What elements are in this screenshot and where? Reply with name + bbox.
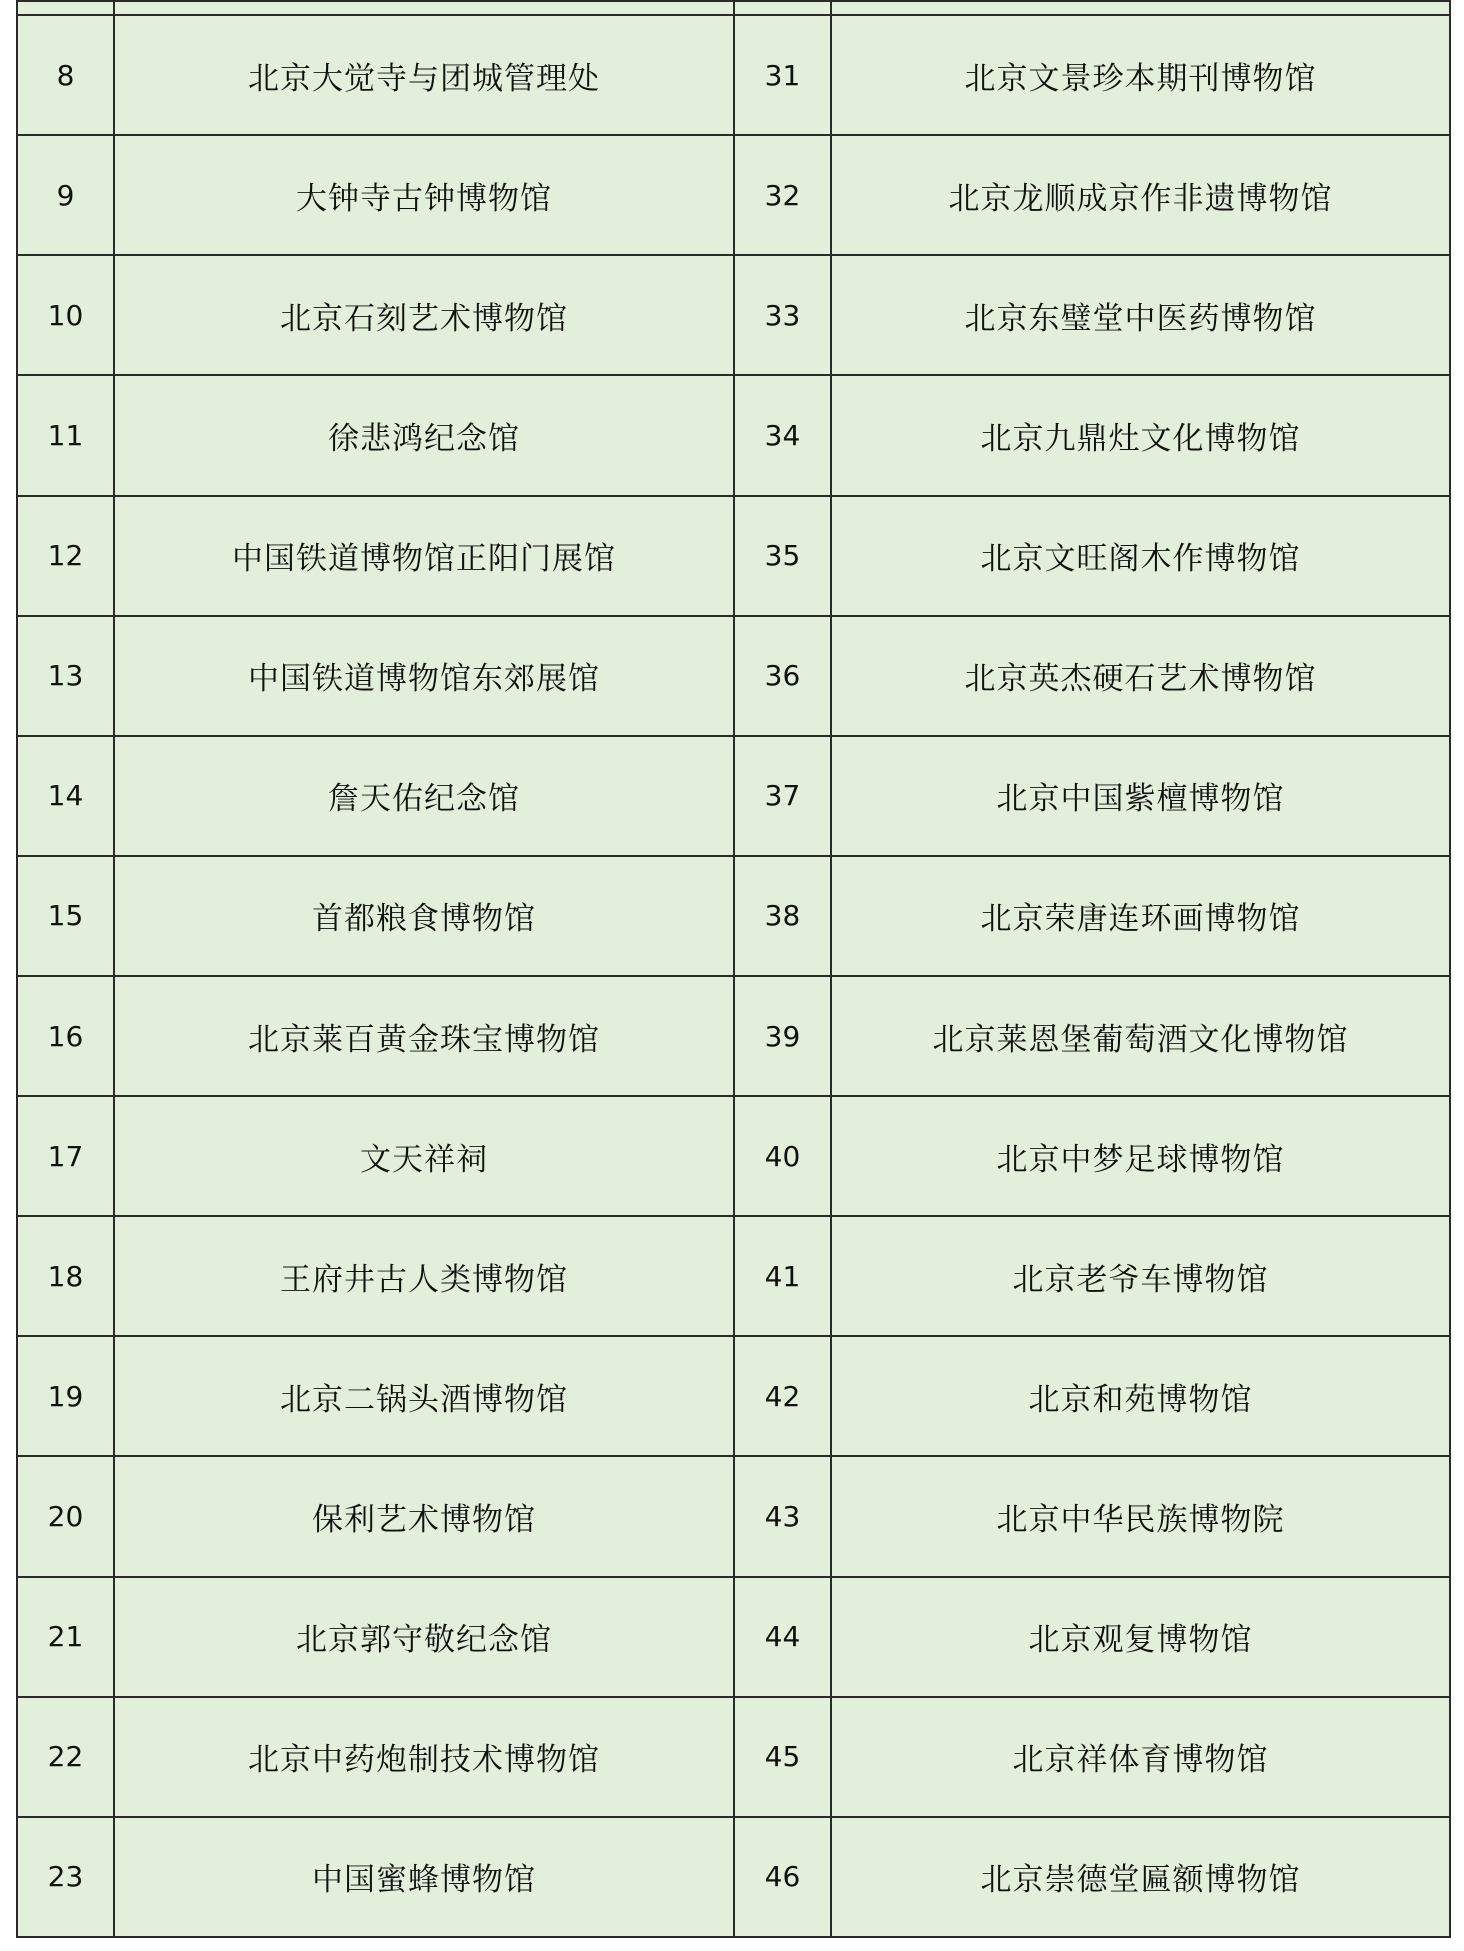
- left-number-cell: 11: [17, 375, 114, 495]
- table-row: [17, 976, 1450, 1096]
- right-museum-name-cell: 北京文景珍本期刊博物馆: [831, 15, 1450, 135]
- left-museum-name-cell: 北京莱百黄金珠宝博物馆: [114, 976, 734, 1096]
- page-margin-bottom: [0, 1938, 1464, 1951]
- left-number-cell: 8: [17, 15, 114, 135]
- left-museum-name-cell: 中国蜜蜂博物馆: [114, 1817, 734, 1937]
- cell-empty: [734, 1, 831, 15]
- right-number-cell: 43: [734, 1456, 831, 1576]
- right-number-cell: 44: [734, 1577, 831, 1697]
- table-row: [17, 616, 1450, 736]
- right-number-cell: 45: [734, 1697, 831, 1817]
- table-row: [17, 375, 1450, 495]
- table-row: [17, 1096, 1450, 1216]
- right-museum-name-cell: 北京英杰硬石艺术博物馆: [831, 616, 1450, 736]
- right-museum-name-cell: 北京老爷车博物馆: [831, 1216, 1450, 1336]
- right-museum-name-cell: 北京崇德堂匾额博物馆: [831, 1817, 1450, 1937]
- table-body: [17, 1, 1450, 1937]
- right-museum-name-cell: 北京中华民族博物院: [831, 1456, 1450, 1576]
- table-row: [17, 1336, 1450, 1456]
- right-museum-name-cell: 北京荣唐连环画博物馆: [831, 856, 1450, 976]
- right-museum-name-cell: 北京中梦足球博物馆: [831, 1096, 1450, 1216]
- right-museum-name-cell: 北京中国紫檀博物馆: [831, 736, 1450, 856]
- left-number-cell: 14: [17, 736, 114, 856]
- table-row: [17, 1577, 1450, 1697]
- left-number-cell: 9: [17, 135, 114, 255]
- left-number-cell: 19: [17, 1336, 114, 1456]
- right-number-cell: 37: [734, 736, 831, 856]
- right-museum-name-cell: 北京和苑博物馆: [831, 1336, 1450, 1456]
- right-number-cell: 33: [734, 255, 831, 375]
- right-museum-name-cell: 北京龙顺成京作非遗博物馆: [831, 135, 1450, 255]
- cell-empty: [114, 1, 734, 15]
- left-museum-name-cell: 保利艺术博物馆: [114, 1456, 734, 1576]
- table-row: [17, 1697, 1450, 1817]
- table-row: [17, 1216, 1450, 1336]
- right-museum-name-cell: 北京东璧堂中医药博物馆: [831, 255, 1450, 375]
- table-row: [17, 1456, 1450, 1576]
- right-number-cell: 39: [734, 976, 831, 1096]
- left-museum-name-cell: 文天祥祠: [114, 1096, 734, 1216]
- table-row: [17, 856, 1450, 976]
- table-row-partial: [17, 1, 1450, 15]
- right-museum-name-cell: 北京观复博物馆: [831, 1577, 1450, 1697]
- right-number-cell: 32: [734, 135, 831, 255]
- cell-empty: [17, 1, 114, 15]
- left-museum-name-cell: 中国铁道博物馆正阳门展馆: [114, 496, 734, 616]
- right-number-cell: 31: [734, 15, 831, 135]
- right-number-cell: 36: [734, 616, 831, 736]
- left-number-cell: 21: [17, 1577, 114, 1697]
- left-museum-name-cell: 北京中药炮制技术博物馆: [114, 1697, 734, 1817]
- cell-empty: [831, 1, 1450, 15]
- right-museum-name-cell: 北京莱恩堡葡萄酒文化博物馆: [831, 976, 1450, 1096]
- right-number-cell: 41: [734, 1216, 831, 1336]
- table-row: [17, 135, 1450, 255]
- left-museum-name-cell: 首都粮食博物馆: [114, 856, 734, 976]
- left-number-cell: 12: [17, 496, 114, 616]
- left-museum-name-cell: 北京二锅头酒博物馆: [114, 1336, 734, 1456]
- table-row: [17, 255, 1450, 375]
- left-museum-name-cell: 詹天佑纪念馆: [114, 736, 734, 856]
- table-row: [17, 496, 1450, 616]
- right-museum-name-cell: 北京祥体育博物馆: [831, 1697, 1450, 1817]
- left-number-cell: 16: [17, 976, 114, 1096]
- left-number-cell: 22: [17, 1697, 114, 1817]
- table-row: [17, 736, 1450, 856]
- table-row: [17, 15, 1450, 135]
- left-museum-name-cell: 北京大觉寺与团城管理处: [114, 15, 734, 135]
- left-number-cell: 23: [17, 1817, 114, 1937]
- left-number-cell: 17: [17, 1096, 114, 1216]
- right-number-cell: 35: [734, 496, 831, 616]
- left-museum-name-cell: 北京石刻艺术博物馆: [114, 255, 734, 375]
- left-museum-name-cell: 大钟寺古钟博物馆: [114, 135, 734, 255]
- left-number-cell: 20: [17, 1456, 114, 1576]
- right-museum-name-cell: 北京文旺阁木作博物馆: [831, 496, 1450, 616]
- right-number-cell: 46: [734, 1817, 831, 1937]
- right-number-cell: 38: [734, 856, 831, 976]
- left-number-cell: 18: [17, 1216, 114, 1336]
- left-museum-name-cell: 徐悲鸿纪念馆: [114, 375, 734, 495]
- left-number-cell: 15: [17, 856, 114, 976]
- left-number-cell: 13: [17, 616, 114, 736]
- left-museum-name-cell: 王府井古人类博物馆: [114, 1216, 734, 1336]
- table-row: [17, 1817, 1450, 1937]
- museum-table: [16, 0, 1451, 1938]
- left-museum-name-cell: 中国铁道博物馆东郊展馆: [114, 616, 734, 736]
- left-number-cell: 10: [17, 255, 114, 375]
- right-number-cell: 40: [734, 1096, 831, 1216]
- right-number-cell: 42: [734, 1336, 831, 1456]
- left-museum-name-cell: 北京郭守敬纪念馆: [114, 1577, 734, 1697]
- right-number-cell: 34: [734, 375, 831, 495]
- museum-list-sheet: [16, 0, 1449, 1938]
- right-museum-name-cell: 北京九鼎灶文化博物馆: [831, 375, 1450, 495]
